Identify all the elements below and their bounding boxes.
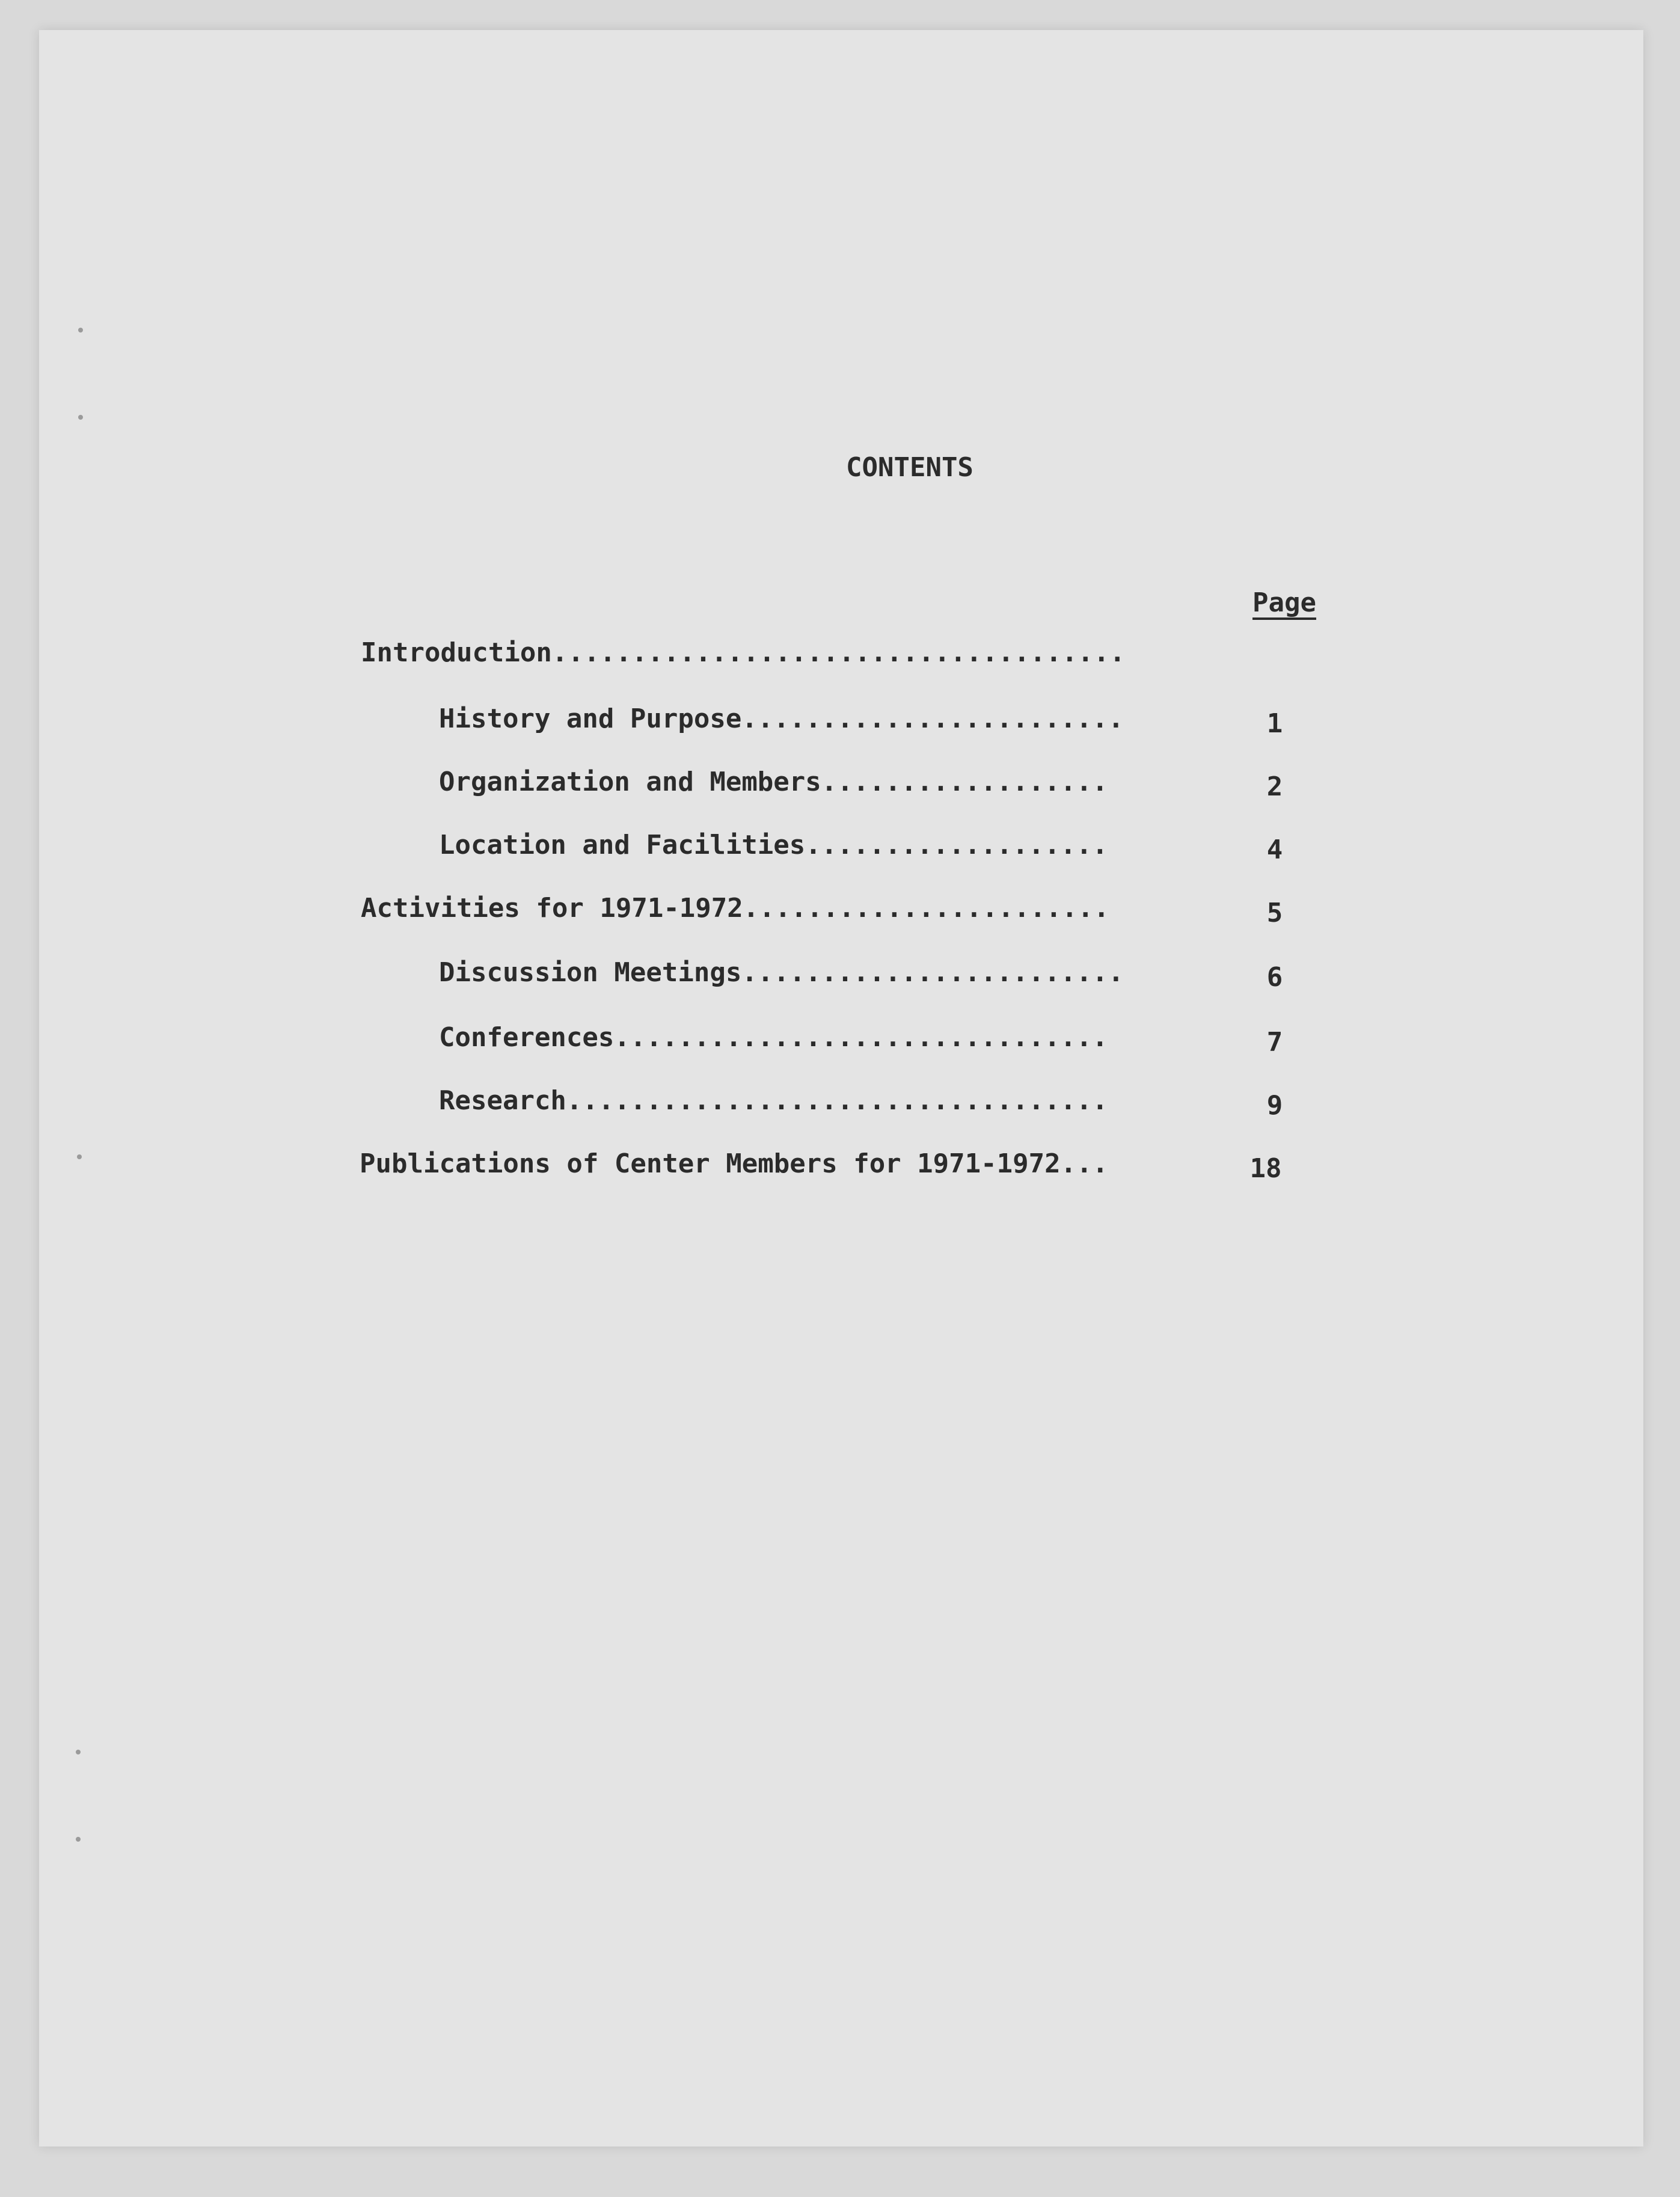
toc-entry-label: Location and Facilities................... <box>439 830 1108 860</box>
toc-entry-page: 4 <box>1266 835 1283 865</box>
toc-entry-page: 2 <box>1266 771 1283 802</box>
margin-mark <box>78 328 83 332</box>
toc-entry-label: Organization and Members.................. <box>439 767 1108 797</box>
toc-entry-label: Introduction.................................... <box>361 637 1126 668</box>
toc-entry-page: 18 <box>1249 1153 1282 1184</box>
toc-entry-page: 6 <box>1266 962 1283 993</box>
contents-title: CONTENTS <box>846 452 973 483</box>
page-column-heading: Page <box>1252 587 1316 618</box>
toc-entry-label: Discussion Meetings........................ <box>439 957 1124 988</box>
toc-entry-label: Activities for 1971-1972....................... <box>361 893 1110 924</box>
toc-entry-page: 5 <box>1266 898 1283 928</box>
toc-entry-research <box>0 1085 1283 1121</box>
toc-entry-discussion <box>0 957 1283 993</box>
toc-entry-location <box>0 830 1283 866</box>
toc-entry-publications <box>0 1148 1282 1184</box>
toc-entry-history <box>0 703 1283 740</box>
toc-entry-label: Publications of Center Members for 1971-1972... <box>360 1148 1109 1179</box>
toc-entry-page: 7 <box>1266 1027 1283 1058</box>
toc-entry-label: History and Purpose........................ <box>439 703 1124 734</box>
toc-entry-page: 9 <box>1266 1090 1283 1121</box>
margin-mark <box>76 1837 81 1842</box>
margin-mark <box>76 1750 81 1754</box>
toc-entry-activities <box>0 893 1283 929</box>
toc-entry-label: Conferences............................... <box>439 1022 1108 1053</box>
toc-entry-conferences <box>0 1022 1283 1058</box>
toc-entry-introduction <box>0 637 1126 673</box>
margin-mark <box>78 415 83 420</box>
toc-entry-page: 1 <box>1266 708 1283 739</box>
toc-entry-label: Research.................................. <box>439 1085 1108 1116</box>
toc-entry-organization <box>0 767 1283 803</box>
